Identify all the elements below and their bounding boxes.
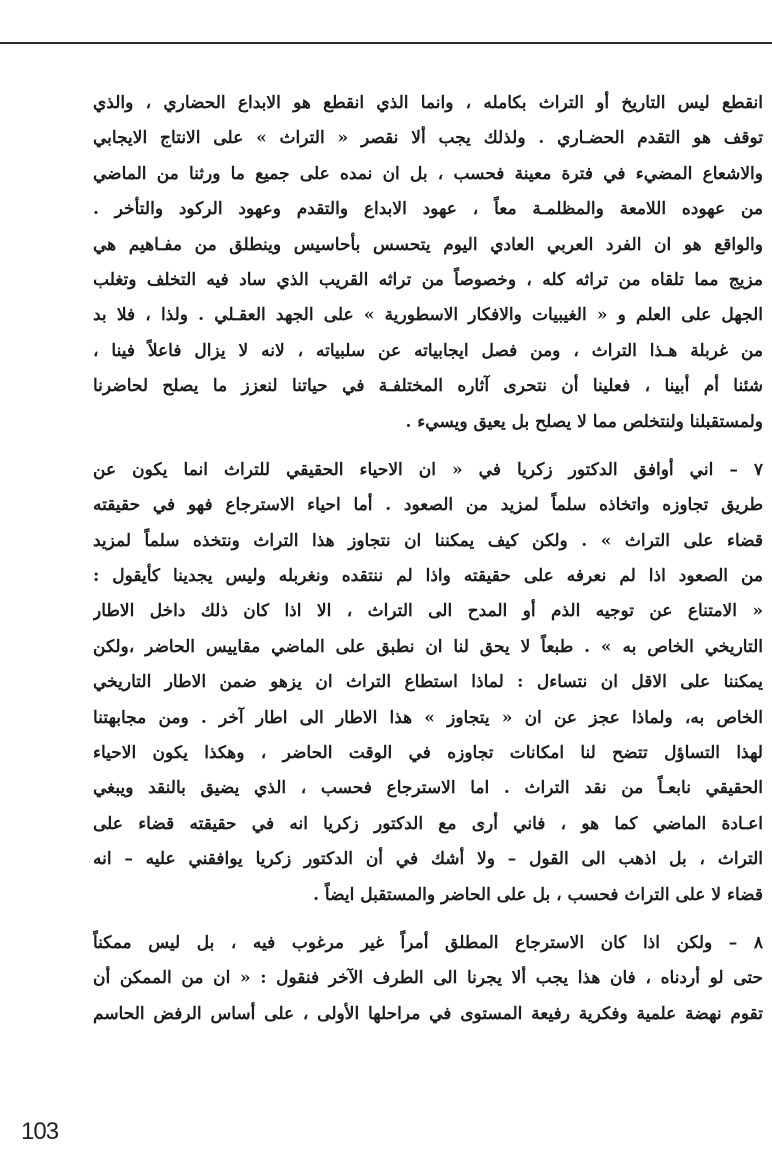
- text-line: قضاء لا على التراث فحسب ، بل على الحاضر والمستقبل ايضاً .: [313, 884, 763, 905]
- text-line: يمكننا على الاقل ان نتساءل : لماذا استطاع التراث ان يزهو ضمن الاطار التاريخي: [93, 672, 763, 693]
- text-line: قضاء على التراث » . ولكن كيف يمكننا ان نتجاوز هذا التراث ونتخذه سلماً لمزيد: [93, 530, 763, 551]
- text-line: من غربلة هـذا التراث ، ومن فصل ايجابياته عن سلبياته ، لانه لا يزال فاعلاً فينا ،: [93, 340, 763, 361]
- text-line: اعـادة الماضي كما هو ، فاني أرى مع الدكتور زكريا انه في حقيقته قضاء على: [93, 813, 763, 834]
- text-line: الخاص به، ولماذا عجز عن ان « يتجاوز » هذا الاطار الى اطار آخر . ومن مجابهتنا: [93, 707, 763, 728]
- text-line: التاريخي الخاص به » . طبعاً لا يحق لنا ان نطبق على الماضي مقاييس الحاضر ،ولكن: [93, 636, 763, 657]
- text-line: لهذا التساؤل تتضح لنا امكانات تجاوزه في الوقت الحاضر ، وهكذا يكون الاحياء: [93, 743, 763, 764]
- text-line: حتى لو أردناه ، فان هذا يجب ألا يجرنا الى الطرف الآخر فنقول : « ان من الممكن أن: [93, 968, 763, 989]
- text-line: شئنا أم أبينا ، فعلينا أن نتحرى آثاره المختلفـة في حياتنا لنعزز ما يصلح لحاضرنا: [93, 376, 763, 397]
- text-line: التراث ، بل اذهب الى القول – ولا أشك في أن الدكتور زكريا يوافقني عليه – انه: [93, 849, 763, 870]
- text-line: توقف هو التقدم الحضـاري . ولذلك يجب ألا نقصر « التراث » على الانتاج الايجابي: [93, 128, 763, 149]
- text-line: تقوم نهضة علمية وفكرية رفيعة المستوى في مراحلها الأولى ، على أساس الرفض الحاسم: [93, 1003, 763, 1024]
- text-line: طريق تجاوزه واتخاذه سلماً لمزيد من الصعود . أما احياء الاسترجاع فهو في حقيقته: [93, 495, 763, 516]
- text-line: مزيج مما تلقاه من تراثه كله ، وخصوصاً من تراثه القريب الذي ساد فيه التخلف وتغلب: [93, 269, 763, 290]
- paragraph: [93, 926, 763, 1032]
- text-line: من الصعود اذا لم نعرفه على حقيقته واذا لم ننتقده ونغربله وليس يجدينا كأيقول :: [93, 566, 763, 587]
- text-line: « الامتناع عن توجيه الذم أو المدح الى التراث ، الا اذا كان ذلك داخل الاطار: [93, 601, 763, 622]
- paragraph: [93, 453, 763, 913]
- text-line: ٧ – اني أوافق الدكتور زكريا في « ان الاحياء الحقيقي للتراث انما يكون عن: [93, 459, 763, 480]
- text-line: ولمستقبلنا ولنتخلص مما لا يصلح بل يعيق ويسيء .: [405, 411, 763, 432]
- text-line: من عهوده اللامعة والمظلمـة معاً ، عهود الابداع والتقدم وعهود الركود والتأخر .: [93, 199, 763, 220]
- text-line: ٨ – ولكن اذا كان الاسترجاع المطلق أمراً غير مرغوب فيه ، بل ليس ممكناً: [93, 932, 763, 953]
- text-line: والواقع هو ان الفرد العربي العادي اليوم يتحسس بأحاسيس وينطلق من مفـاهيم هي: [93, 234, 763, 255]
- text-line: والاشعاع المضيء في فترة معينة فحسب ، بل ان نمده على جميع ما ورثنا من الماضي: [93, 163, 763, 184]
- page-number: 103: [21, 1118, 59, 1145]
- body-text: [93, 86, 763, 1032]
- paragraph: [93, 86, 763, 440]
- text-line: الجهل على العلم و « الغيبيات والافكار الاسطورية » على الجهد العقـلي . ولذا ، فلا بد: [93, 305, 763, 326]
- header-rule: [0, 42, 772, 44]
- text-line: انقطع ليس التاريخ أو التراث بكامله ، وانما الذي انقطع هو الابداع الحضاري ، والذي: [93, 93, 763, 113]
- text-line: الحقيقي نابعـاً من نقد التراث . اما الاسترجاع فحسب ، الذي يضيق بالنقد ويبغي: [93, 778, 763, 799]
